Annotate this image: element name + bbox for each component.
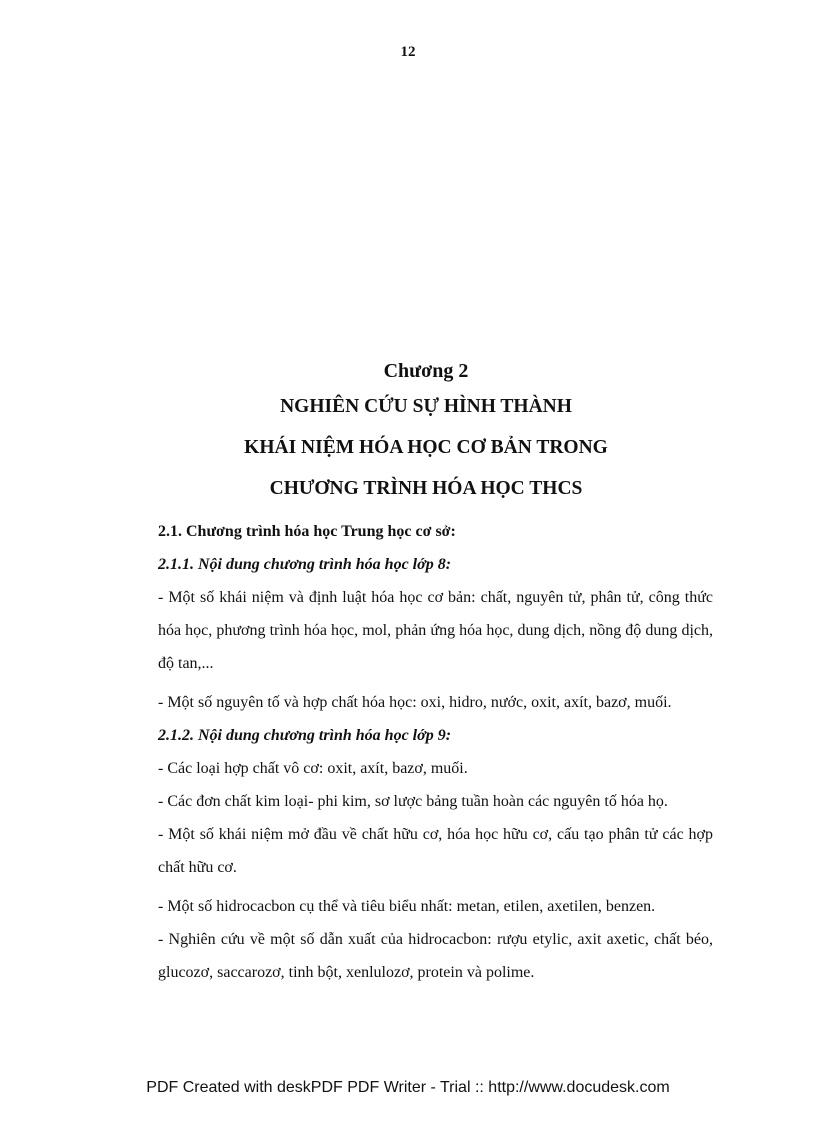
list-item: - Một số khái niệm mở đầu về chất hữu cơ, hóa học hữu cơ, cấu tạo phân tử các hợp chất hữu cơ.: [158, 826, 713, 876]
list-item: - Một số hidrocacbon cụ thể và tiêu biểu nhất: metan, etilen, axetilen, benzen.: [158, 898, 656, 915]
list-item: - Các loại hợp chất vô cơ: oxit, axít, bazơ, muối.: [158, 760, 468, 777]
chapter-title-line-1: NGHIÊN CỨU SỰ HÌNH THÀNH: [280, 396, 572, 417]
chapter-heading: [0, 358, 816, 517]
body-content: [158, 522, 713, 1002]
chapter-title-line-2: KHÁI NIỆM HÓA HỌC CƠ BẢN TRONG: [244, 437, 608, 458]
list-item: - Nghiên cứu về một số dẫn xuất của hidrocacbon: rượu etylic, axit axetic, chất béo, glucozơ, saccarozơ, tinh bột, xenlulozơ, protein và polime.: [158, 931, 713, 981]
chapter-title-line-3: CHƯƠNG TRÌNH HÓA HỌC THCS: [269, 478, 583, 499]
pdf-watermark-footer: PDF Created with deskPDF PDF Writer - Trial :: http://www.docudesk.com: [146, 1079, 670, 1096]
list-item: - Một số nguyên tố và hợp chất hóa học: oxi, hidro, nước, oxit, axít, bazơ, muối.: [158, 694, 672, 711]
section-heading: 2.1. Chương trình hóa học Trung học cơ sở:: [158, 523, 456, 540]
list-item: - Các đơn chất kim loại- phi kim, sơ lược bảng tuần hoàn các nguyên tố hóa họ.: [158, 793, 668, 810]
chapter-label: Chương 2: [383, 360, 469, 382]
subsection-heading-grade-9: 2.1.2. Nội dung chương trình hóa học lớp 9:: [158, 727, 452, 744]
subsection-heading-grade-8: 2.1.1. Nội dung chương trình hóa học lớp 8:: [158, 556, 452, 573]
list-item: - Một số khái niệm và định luật hóa học cơ bản: chất, nguyên tử, phân tử, công thức hóa học, phương trình hóa học, mol, phản ứng hóa học, dung dịch, nồng độ dung dịch, độ tan,...: [158, 589, 713, 672]
page-number: 12: [400, 44, 416, 60]
